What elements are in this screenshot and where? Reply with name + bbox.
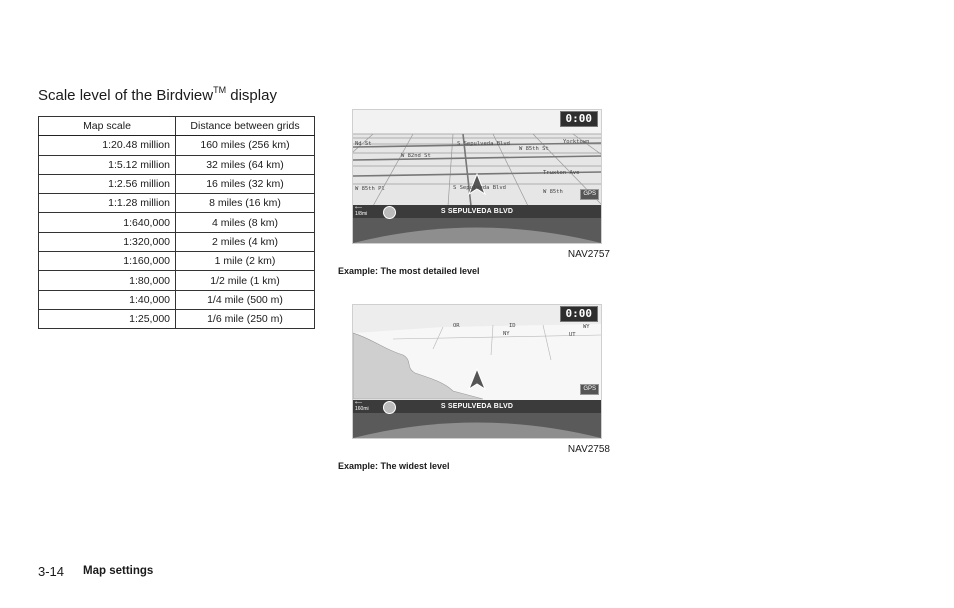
road-label: S Sepulveda Blvd — [457, 141, 510, 147]
region-label: OR — [453, 323, 460, 329]
region-label: WY — [583, 324, 590, 330]
clock-display: 0:00 — [560, 111, 599, 127]
table-row — [39, 252, 315, 271]
grid-distance-cell: 160 miles (256 km) — [176, 136, 315, 155]
scale-table — [38, 116, 315, 329]
trademark-superscript: TM — [213, 85, 227, 95]
grid-distance-cell: 2 miles (4 km) — [176, 232, 315, 251]
map-detailed-graphic — [353, 110, 601, 243]
road-label: S Sepulveda Blvd — [453, 185, 506, 191]
table-row — [39, 213, 315, 232]
section-title — [38, 86, 277, 104]
title-text: Scale level of the Birdview — [38, 87, 214, 104]
table-row — [39, 232, 315, 251]
table-row — [39, 290, 315, 309]
gps-indicator: GPS — [580, 189, 599, 200]
header-map-scale: Map scale — [39, 117, 176, 136]
map-scale-indicator: ⟵ 1/8mi — [355, 205, 368, 217]
navigation-bar — [353, 205, 601, 218]
table-row — [39, 174, 315, 193]
image-caption: Example: The widest level — [338, 461, 450, 471]
title-suffix: display — [226, 87, 277, 104]
region-label: ID — [509, 323, 516, 329]
current-street: S SEPULVEDA BLVD — [440, 403, 514, 410]
grid-distance-cell: 4 miles (8 km) — [176, 213, 315, 232]
road-label: W 85th Pl — [355, 186, 385, 192]
map-scale-cell: 1:640,000 — [39, 213, 176, 232]
clock-display: 0:00 — [560, 306, 599, 322]
table-body — [39, 136, 315, 329]
grid-distance-cell: 1/4 mile (500 m) — [176, 290, 315, 309]
road-label: Yorktown — [563, 139, 590, 145]
map-scale-cell: 1:160,000 — [39, 252, 176, 271]
gps-indicator: GPS — [580, 384, 599, 395]
road-label: W 85th St — [519, 146, 549, 152]
chapter-title: Map settings — [83, 565, 154, 577]
image-code: NAV2758 — [567, 444, 610, 455]
table-header-row — [39, 117, 315, 136]
road-label: Nd St — [355, 141, 372, 147]
map-scale-cell: 1:20.48 million — [39, 136, 176, 155]
table-row — [39, 309, 315, 328]
header-distance: Distance between grids — [176, 117, 315, 136]
map-screen-detailed — [352, 109, 602, 244]
map-scale-label: 1/8mi — [355, 211, 368, 217]
table-row — [39, 155, 315, 174]
map-screen-widest — [352, 304, 602, 439]
grid-distance-cell: 1/2 mile (1 km) — [176, 271, 315, 290]
grid-distance-cell: 16 miles (32 km) — [176, 174, 315, 193]
image-code: NAV2757 — [567, 249, 610, 260]
map-scale-label: 160mi — [355, 406, 369, 412]
table-row — [39, 194, 315, 213]
image-caption: Example: The most detailed level — [338, 266, 480, 276]
page-number: 3-14 — [38, 564, 65, 579]
road-label: W 82nd St — [401, 153, 431, 159]
map-scale-cell: 1:80,000 — [39, 271, 176, 290]
grid-distance-cell: 1/6 mile (250 m) — [176, 309, 315, 328]
current-street: S SEPULVEDA BLVD — [440, 208, 514, 215]
map-scale-cell: 1:2.56 million — [39, 174, 176, 193]
table-row — [39, 271, 315, 290]
grid-distance-cell: 8 miles (16 km) — [176, 194, 315, 213]
map-widest-graphic — [353, 305, 601, 438]
navigation-bar — [353, 400, 601, 413]
table-row — [39, 136, 315, 155]
region-label: NY — [503, 331, 510, 337]
grid-distance-cell: 32 miles (64 km) — [176, 155, 315, 174]
map-scale-cell: 1:320,000 — [39, 232, 176, 251]
map-scale-cell: 1:1.28 million — [39, 194, 176, 213]
road-label: Truxton Ave — [543, 170, 580, 176]
grid-distance-cell: 1 mile (2 km) — [176, 252, 315, 271]
map-scale-cell: 1:5.12 million — [39, 155, 176, 174]
map-scale-indicator: ⟵ 160mi — [355, 400, 369, 412]
map-scale-cell: 1:40,000 — [39, 290, 176, 309]
region-label: UT — [569, 332, 576, 338]
map-scale-cell: 1:25,000 — [39, 309, 176, 328]
road-label: W 85th — [543, 189, 563, 195]
